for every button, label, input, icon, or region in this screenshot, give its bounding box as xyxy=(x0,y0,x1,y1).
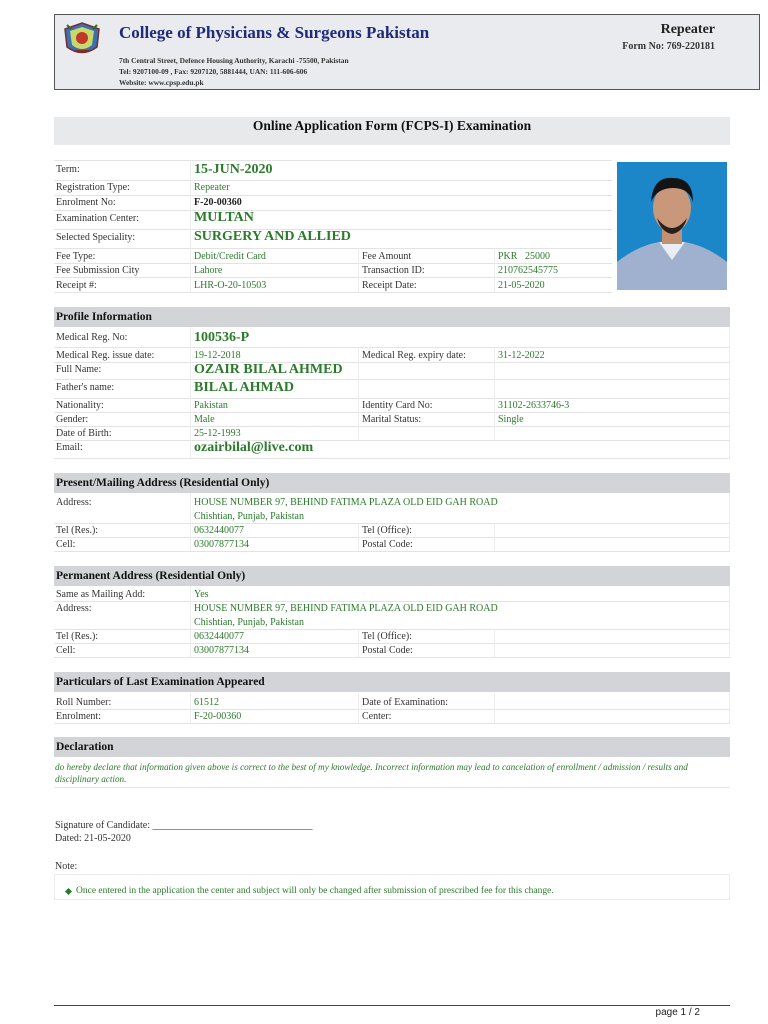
last-exam-section-header: Particulars of Last Examination Appeared xyxy=(54,672,730,692)
marital-status-value: Single xyxy=(498,414,524,425)
mailing-tel-office-label: Tel (Office): xyxy=(362,525,412,536)
permanent-tel-office-label: Tel (Office): xyxy=(362,631,412,642)
transaction-id-value: 210762545775 xyxy=(498,265,558,276)
term-value: 15-JUN-2020 xyxy=(194,162,273,177)
fee-amount-value: PKR 25000 xyxy=(498,251,550,262)
mailing-tel-res-value: 0632440077 xyxy=(194,525,244,536)
same-as-mailing-label: Same as Mailing Add: xyxy=(56,589,146,600)
mailing-address-section-header: Present/Mailing Address (Residential Only) xyxy=(54,473,730,493)
identity-card-label: Identity Card No: xyxy=(362,400,433,411)
same-as-mailing-value: Yes xyxy=(194,589,209,600)
date-of-exam-label: Date of Examination: xyxy=(362,697,449,708)
page-number: page 1 / 2 xyxy=(655,1007,700,1018)
father-name-value: BILAL AHMAD xyxy=(194,380,294,395)
mailing-address-line2: Chishtian, Punjab, Pakistan xyxy=(194,511,304,522)
nationality-value: Pakistan xyxy=(194,400,228,411)
gender-value: Male xyxy=(194,414,215,425)
candidate-status: Repeater xyxy=(660,22,715,37)
note-label: Note: xyxy=(55,861,78,872)
roll-number-label: Roll Number: xyxy=(56,697,112,708)
fee-city-label: Fee Submission City xyxy=(56,265,140,276)
receipt-date-value: 21-05-2020 xyxy=(498,280,545,291)
permanent-tel-res-label: Tel (Res.): xyxy=(56,631,99,642)
father-name-label: Father's name: xyxy=(56,382,115,393)
term-label: Term: xyxy=(56,164,80,175)
permanent-cell-label: Cell: xyxy=(56,645,76,656)
reg-expiry-date-value: 31-12-2022 xyxy=(498,350,545,361)
permanent-postal-code-label: Postal Code: xyxy=(362,645,413,656)
reg-issue-date-label: Medical Reg. issue date: xyxy=(56,350,155,361)
speciality-value: SURGERY AND ALLIED xyxy=(194,229,351,244)
mailing-address-label: Address: xyxy=(56,497,92,508)
form-title: Online Application Form (FCPS-I) Examination xyxy=(54,117,730,145)
roll-number-value: 61512 xyxy=(194,697,219,708)
profile-section-header: Profile Information xyxy=(54,307,730,327)
candidate-photo xyxy=(617,162,727,290)
mailing-cell-label: Cell: xyxy=(56,539,76,550)
exam-center-label: Examination Center: xyxy=(56,213,140,224)
fee-type-label: Fee Type: xyxy=(56,251,96,262)
enrolment-value: F-20-00360 xyxy=(194,197,242,208)
cpsp-logo-icon xyxy=(61,21,103,59)
marital-status-label: Marital Status: xyxy=(362,414,422,425)
declaration-section-header: Declaration xyxy=(54,737,730,757)
permanent-tel-res-value: 0632440077 xyxy=(194,631,244,642)
medical-reg-value: 100536-P xyxy=(194,330,250,345)
permanent-address-line2: Chishtian, Punjab, Pakistan xyxy=(194,617,304,628)
candidate-photo-image xyxy=(617,162,727,290)
registration-type-value: Repeater xyxy=(194,182,230,193)
form-number: Form No: 769-220181 xyxy=(622,41,715,52)
reg-issue-date-value: 19-12-2018 xyxy=(194,350,241,361)
mailing-address-line1: HOUSE NUMBER 97, BEHIND FATIMA PLAZA OLD EID GAH ROAD xyxy=(194,497,498,508)
receipt-date-label: Receipt Date: xyxy=(362,280,417,291)
reg-expiry-date-label: Medical Reg. expiry date: xyxy=(362,350,466,361)
nationality-label: Nationality: xyxy=(56,400,104,411)
email-value: ozairbilal@live.com xyxy=(194,440,314,455)
declaration-text: do hereby declare that information given above is correct to the best of my knowledge. Incorrect information may lead to cancelation of enrollment / admission / results and disciplinary action. xyxy=(55,762,688,784)
registration-type-label: Registration Type: xyxy=(56,182,130,193)
full-name-value: OZAIR BILAL AHMED xyxy=(194,362,343,377)
last-enrolment-label: Enrolment: xyxy=(56,711,101,722)
note-item: Once entered in the application the center and subject will only be changed after submission of prescribed fee for this change. xyxy=(76,886,554,896)
fee-type-value: Debit/Credit Card xyxy=(194,251,266,262)
gender-label: Gender: xyxy=(56,414,89,425)
full-name-label: Full Name: xyxy=(56,364,102,375)
receipt-label: Receipt #: xyxy=(56,280,97,291)
exam-center-value: MULTAN xyxy=(194,210,254,225)
fee-amount-label: Fee Amount xyxy=(362,251,412,262)
date-of-birth-label: Date of Birth: xyxy=(56,428,112,439)
transaction-id-label: Transaction ID: xyxy=(362,265,425,276)
receipt-value: LHR-O-20-10503 xyxy=(194,280,267,291)
medical-reg-label: Medical Reg. No: xyxy=(56,332,128,343)
last-enrolment-value: F-20-00360 xyxy=(194,711,242,722)
mailing-cell-value: 03007877134 xyxy=(194,539,249,550)
mailing-tel-res-label: Tel (Res.): xyxy=(56,525,99,536)
footer-rule xyxy=(54,1005,730,1006)
email-label: Email: xyxy=(56,442,83,453)
date-of-birth-value: 25-12-1993 xyxy=(194,428,241,439)
enrolment-label: Enrolment No: xyxy=(56,197,116,208)
college-address: 7th Central Street, Defence Housing Authority, Karachi -75500, Pakistan Tel: 9207100-09 , Fax: 9207120, 5881444, UAN: 111-606-606 Website: www.cpsp.edu.pk xyxy=(119,56,349,87)
speciality-label: Selected Speciality: xyxy=(56,232,136,243)
permanent-address-label: Address: xyxy=(56,603,92,614)
document-header xyxy=(54,14,760,90)
last-center-label: Center: xyxy=(362,711,392,722)
permanent-cell-value: 03007877134 xyxy=(194,645,249,656)
identity-card-value: 31102-2633746-3 xyxy=(498,400,570,411)
fee-city-value: Lahore xyxy=(194,265,223,276)
permanent-address-line1: HOUSE NUMBER 97, BEHIND FATIMA PLAZA OLD EID GAH ROAD xyxy=(194,603,498,614)
signature-line: Signature of Candidate: ________________________________ xyxy=(55,820,313,831)
permanent-address-section-header: Permanent Address (Residential Only) xyxy=(54,566,730,586)
college-name: College of Physicians & Surgeons Pakistan xyxy=(119,23,430,42)
signature-date: Dated: 21-05-2020 xyxy=(55,833,131,844)
mailing-postal-code-label: Postal Code: xyxy=(362,539,413,550)
